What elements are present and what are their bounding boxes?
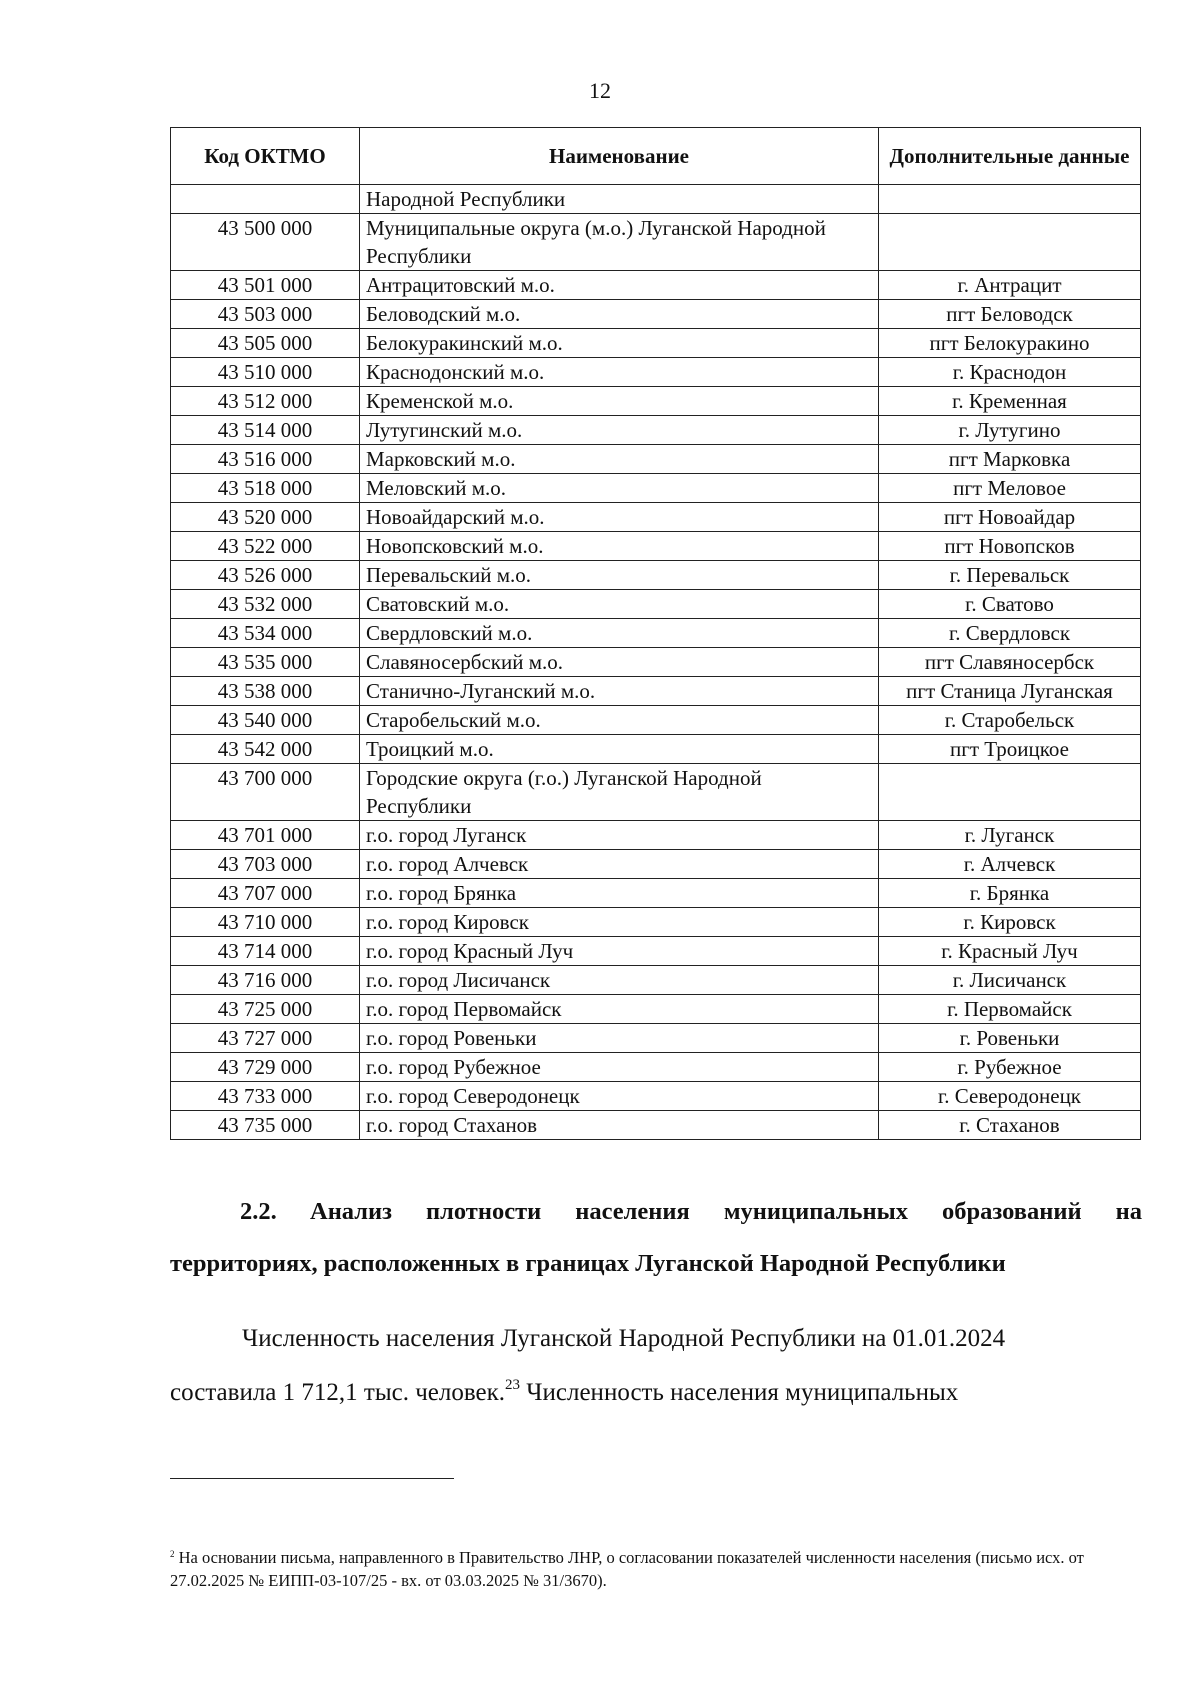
cell-name: Сватовский м.о. xyxy=(360,590,879,619)
cell-extra: пгт Меловое xyxy=(879,474,1141,503)
cell-code: 43 514 000 xyxy=(171,416,360,445)
cell-name: г.о. город Рубежное xyxy=(360,1053,879,1082)
table-row xyxy=(171,474,1141,503)
cell-extra: г. Рубежное xyxy=(879,1053,1141,1082)
cell-name: Новоайдарский м.о. xyxy=(360,503,879,532)
table-row xyxy=(171,358,1141,387)
cell-name: г.о. город Стаханов xyxy=(360,1111,879,1140)
cell-extra: пгт Славяносербск xyxy=(879,648,1141,677)
cell-extra: пгт Беловодск xyxy=(879,300,1141,329)
cell-name: Славяносербский м.о. xyxy=(360,648,879,677)
cell-code: 43 503 000 xyxy=(171,300,360,329)
table-row xyxy=(171,214,1141,271)
cell-extra: г. Ровеньки xyxy=(879,1024,1141,1053)
cell-extra: г. Северодонецк xyxy=(879,1082,1141,1111)
cell-code xyxy=(171,185,360,214)
section-title-line1: Анализ плотности населения муниципальных образований на xyxy=(310,1198,1142,1225)
cell-code: 43 501 000 xyxy=(171,271,360,300)
cell-name: Меловский м.о. xyxy=(360,474,879,503)
cell-name: Кременской м.о. xyxy=(360,387,879,416)
cell-extra: г. Брянка xyxy=(879,879,1141,908)
section-heading xyxy=(170,1186,1142,1290)
cell-code: 43 534 000 xyxy=(171,619,360,648)
cell-name: г.о. город Лисичанск xyxy=(360,966,879,995)
cell-extra: г. Старобельск xyxy=(879,706,1141,735)
table-row xyxy=(171,445,1141,474)
table-header-row xyxy=(171,128,1141,185)
cell-extra: г. Красный Луч xyxy=(879,937,1141,966)
cell-name: Лутугинский м.о. xyxy=(360,416,879,445)
table-row xyxy=(171,735,1141,764)
cell-extra: г. Краснодон xyxy=(879,358,1141,387)
cell-code: 43 535 000 xyxy=(171,648,360,677)
table-row xyxy=(171,271,1141,300)
table-row xyxy=(171,300,1141,329)
cell-extra: г. Лисичанск xyxy=(879,966,1141,995)
table-row xyxy=(171,416,1141,445)
table-row xyxy=(171,677,1141,706)
cell-extra: пгт Марковка xyxy=(879,445,1141,474)
cell-code: 43 729 000 xyxy=(171,1053,360,1082)
cell-extra: г. Кременная xyxy=(879,387,1141,416)
cell-code: 43 735 000 xyxy=(171,1111,360,1140)
footnote xyxy=(170,1546,1110,1592)
cell-name: Беловодский м.о. xyxy=(360,300,879,329)
cell-code: 43 518 000 xyxy=(171,474,360,503)
cell-code: 43 733 000 xyxy=(171,1082,360,1111)
cell-code: 43 710 000 xyxy=(171,908,360,937)
cell-name: Муниципальные округа (м.о.) Луганской Народной Республики xyxy=(360,214,879,271)
cell-name: Троицкий м.о. xyxy=(360,735,879,764)
table-row xyxy=(171,1053,1141,1082)
cell-code: 43 522 000 xyxy=(171,532,360,561)
table-row xyxy=(171,532,1141,561)
footnote-mark: 2 xyxy=(170,1549,175,1559)
cell-code: 43 707 000 xyxy=(171,879,360,908)
cell-name: Перевальский м.о. xyxy=(360,561,879,590)
table-row xyxy=(171,590,1141,619)
table-body xyxy=(171,185,1141,1140)
cell-name: Краснодонский м.о. xyxy=(360,358,879,387)
cell-code: 43 532 000 xyxy=(171,590,360,619)
cell-code: 43 703 000 xyxy=(171,850,360,879)
cell-code: 43 510 000 xyxy=(171,358,360,387)
cell-name: Станично-Луганский м.о. xyxy=(360,677,879,706)
cell-code: 43 542 000 xyxy=(171,735,360,764)
cell-code: 43 700 000 xyxy=(171,764,360,821)
cell-name: г.о. город Северодонецк xyxy=(360,1082,879,1111)
cell-name: Народной Республики xyxy=(360,185,879,214)
cell-code: 43 512 000 xyxy=(171,387,360,416)
table-row xyxy=(171,387,1141,416)
cell-extra: г. Перевальск xyxy=(879,561,1141,590)
cell-extra: г. Алчевск xyxy=(879,850,1141,879)
cell-extra: г. Луганск xyxy=(879,821,1141,850)
footnote-text: На основании письма, направленного в Правительство ЛНР, о согласовании показателей численности населения (письмо исх. от 27.02.2025 № ЕИПП-03-107/25 - вх. от 03.03.2025 № 31/3670). xyxy=(170,1548,1084,1590)
cell-extra: г. Антрацит xyxy=(879,271,1141,300)
cell-code: 43 540 000 xyxy=(171,706,360,735)
cell-extra: г. Сватово xyxy=(879,590,1141,619)
oktmo-table xyxy=(170,127,1141,1140)
cell-extra: пгт Белокуракино xyxy=(879,329,1141,358)
cell-extra xyxy=(879,185,1141,214)
paragraph-part3: Численность населения муниципальных xyxy=(520,1379,959,1406)
cell-name: г.о. город Брянка xyxy=(360,879,879,908)
cell-name: Белокуракинский м.о. xyxy=(360,329,879,358)
header-name: Наименование xyxy=(360,128,879,185)
cell-code: 43 500 000 xyxy=(171,214,360,271)
cell-extra: пгт Станица Луганская xyxy=(879,677,1141,706)
cell-extra: пгт Троицкое xyxy=(879,735,1141,764)
paragraph-part2: составила 1 712,1 тыс. человек. xyxy=(170,1379,506,1406)
cell-extra xyxy=(879,214,1141,271)
table-row xyxy=(171,764,1141,821)
cell-code: 43 516 000 xyxy=(171,445,360,474)
page-number: 12 xyxy=(589,78,611,103)
table-row xyxy=(171,561,1141,590)
table-row xyxy=(171,908,1141,937)
cell-code: 43 520 000 xyxy=(171,503,360,532)
section-title-line2: территориях, расположенных в границах Луганской Народной Республики xyxy=(170,1250,1006,1277)
header-extra: Дополнительные данные xyxy=(879,128,1141,185)
table-row xyxy=(171,1111,1141,1140)
body-paragraph xyxy=(170,1312,1110,1420)
cell-extra: г. Лутугино xyxy=(879,416,1141,445)
cell-code: 43 727 000 xyxy=(171,1024,360,1053)
cell-code: 43 505 000 xyxy=(171,329,360,358)
cell-name: г.о. город Кировск xyxy=(360,908,879,937)
cell-code: 43 538 000 xyxy=(171,677,360,706)
cell-name: г.о. город Луганск xyxy=(360,821,879,850)
cell-code: 43 725 000 xyxy=(171,995,360,1024)
section-number: 2.2. xyxy=(240,1198,277,1225)
table-row xyxy=(171,995,1141,1024)
paragraph-line1: Численность населения Луганской Народной Республики на 01.01.2024 xyxy=(242,1325,1006,1352)
cell-name: Старобельский м.о. xyxy=(360,706,879,735)
cell-name: г.о. город Алчевск xyxy=(360,850,879,879)
header-code: Код ОКТМО xyxy=(171,128,360,185)
cell-extra: г. Свердловск xyxy=(879,619,1141,648)
table-row xyxy=(171,821,1141,850)
table-row xyxy=(171,503,1141,532)
table-row xyxy=(171,648,1141,677)
cell-name: г.о. город Красный Луч xyxy=(360,937,879,966)
cell-extra: г. Первомайск xyxy=(879,995,1141,1024)
cell-extra xyxy=(879,764,1141,821)
cell-name: Свердловский м.о. xyxy=(360,619,879,648)
table-row xyxy=(171,619,1141,648)
table-row xyxy=(171,879,1141,908)
cell-name: г.о. город Ровеньки xyxy=(360,1024,879,1053)
table-row xyxy=(171,185,1141,214)
table-row xyxy=(171,850,1141,879)
cell-code: 43 701 000 xyxy=(171,821,360,850)
cell-extra: пгт Новопсков xyxy=(879,532,1141,561)
cell-code: 43 714 000 xyxy=(171,937,360,966)
footnote-reference: 23 xyxy=(505,1377,521,1393)
table-row xyxy=(171,966,1141,995)
table-row xyxy=(171,1082,1141,1111)
table-row xyxy=(171,329,1141,358)
footnote-separator xyxy=(170,1478,454,1479)
cell-name: Городские округа (г.о.) Луганской Народной Республики xyxy=(360,764,879,821)
table-row xyxy=(171,706,1141,735)
table-row xyxy=(171,1024,1141,1053)
cell-name: Марковский м.о. xyxy=(360,445,879,474)
cell-code: 43 526 000 xyxy=(171,561,360,590)
cell-name: Новопсковский м.о. xyxy=(360,532,879,561)
cell-name: г.о. город Первомайск xyxy=(360,995,879,1024)
cell-extra: г. Стаханов xyxy=(879,1111,1141,1140)
cell-name: Антрацитовский м.о. xyxy=(360,271,879,300)
cell-extra: г. Кировск xyxy=(879,908,1141,937)
cell-code: 43 716 000 xyxy=(171,966,360,995)
cell-extra: пгт Новоайдар xyxy=(879,503,1141,532)
table-row xyxy=(171,937,1141,966)
